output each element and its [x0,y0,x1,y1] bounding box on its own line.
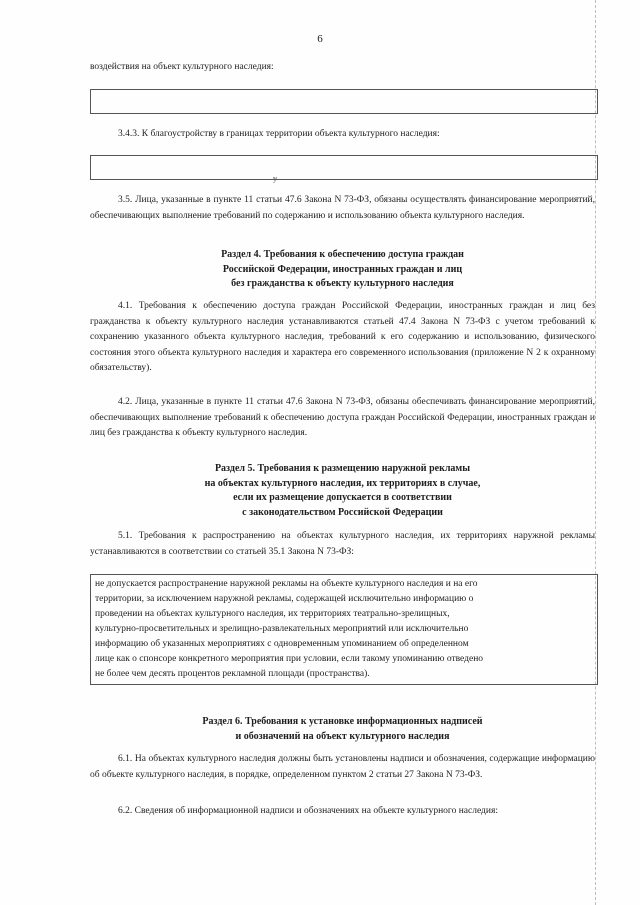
empty-field-box-2 [90,155,598,180]
section-6-title [90,715,595,744]
section-5-title-line: если их размещение допускается в соответствии [233,492,452,503]
stray-mark: ɏ [273,174,277,183]
paragraph-6-2: 6.2. Сведения об информационной надписи и обозначениях на объекте культурного наследия: [118,806,498,816]
section-5-title-line: Раздел 5. Требования к размещению наружной рекламы [214,463,471,474]
section-5-title-line: на объектах культурного наследия, их территориях в случае, [204,477,481,489]
scan-fold-line [595,0,596,905]
section-5-title-line: с законодательством Российской Федерации [242,506,443,518]
section-4-title-line: Раздел 4. Требования к обеспечению доступа граждан [221,249,464,260]
paragraph-4-1: 4.1. Требования к обеспечению доступа граждан Российской Федерации, иностранных граждан и лиц без гражданства к объекту культурного наследия устанавливаются статьей 47.4 Закона N 73-ФЗ с учетом требований к сохранению указанного объекта культурного наследия, требований к его содержанию и использованию, физического состояния этого объекта культурного наследия и характера его современного использования (приложение N 2 к охранному обязательству). [90,301,595,373]
framed-text-line: территории, за исключением наружной рекламы, содержащей исключительно информацию о [95,594,474,604]
paragraph-5-1: 5.1. Требования к распространению на объектах культурного наследия, их территориях наружной рекламы устанавливаются в соответствии со статьей 35.1 Закона N 73-ФЗ: [90,531,595,557]
paragraph-intro: воздействия на объект культурного наследия: [90,62,274,72]
page-number: 6 [317,33,323,45]
framed-text-line: лице как о спонсоре конкретного мероприятия при условии, если такому упоминанию отведено [95,654,484,664]
framed-text-line: культурно-просветительных и зрелищно-развлекательных мероприятий или исключительно [95,624,469,634]
section-4-title [90,248,595,292]
section-4-title-line: Российской Федерации, иностранных граждан и лиц [222,263,463,275]
paragraph-6-1: 6.1. На объектах культурного наследия должны быть установлены надписи и обозначения, содержащие информацию об объекте культурного наследия, в порядке, определенном пунктом 2 статьи 27 Закона N 73-ФЗ. [90,754,595,780]
advertising-requirements-box [90,574,598,685]
paragraph-3-4-3: 3.4.3. К благоустройству в границах территории объекта культурного наследия: [118,129,440,139]
section-4-title-line: без гражданства к объекту культурного наследия [231,278,454,289]
section-6-title-line: и обозначений на объект культурного наследия [235,730,450,742]
framed-text-line: не более чем десять процентов рекламной площади (пространства). [95,669,370,679]
section-6-title-line: Раздел 6. Требования к установке информационных надписей [202,716,483,727]
section-5-title [90,462,595,520]
framed-text-line: не допускается распространение наружной рекламы на объекте культурного наследия и на его [95,579,478,589]
empty-field-box-1 [90,89,598,114]
paragraph-4-2: 4.2. Лица, указанные в пункте 11 статьи 47.6 Закона N 73-ФЗ, обязаны обеспечивать финансирование мероприятий, обеспечивающих выполнение требований к обеспечению доступа граждан Российской Федерации, иностранных граждан и лиц без гражданства к объекту культурного наследия. [90,397,595,438]
paragraph-3-5: 3.5. Лица, указанные в пункте 11 статьи 47.6 Закона N 73-ФЗ, обязаны осуществлять финансирование мероприятий, обеспечивающих выполнение требований по содержанию и использованию объекта культурного наследия. [90,195,595,221]
framed-text-line: информацию об указанных мероприятиях с одновременным упоминанием об определенном [95,639,469,649]
framed-text-line: проведении на объектах культурного наследия, их территориях театрально-зрелищных, [95,609,450,619]
